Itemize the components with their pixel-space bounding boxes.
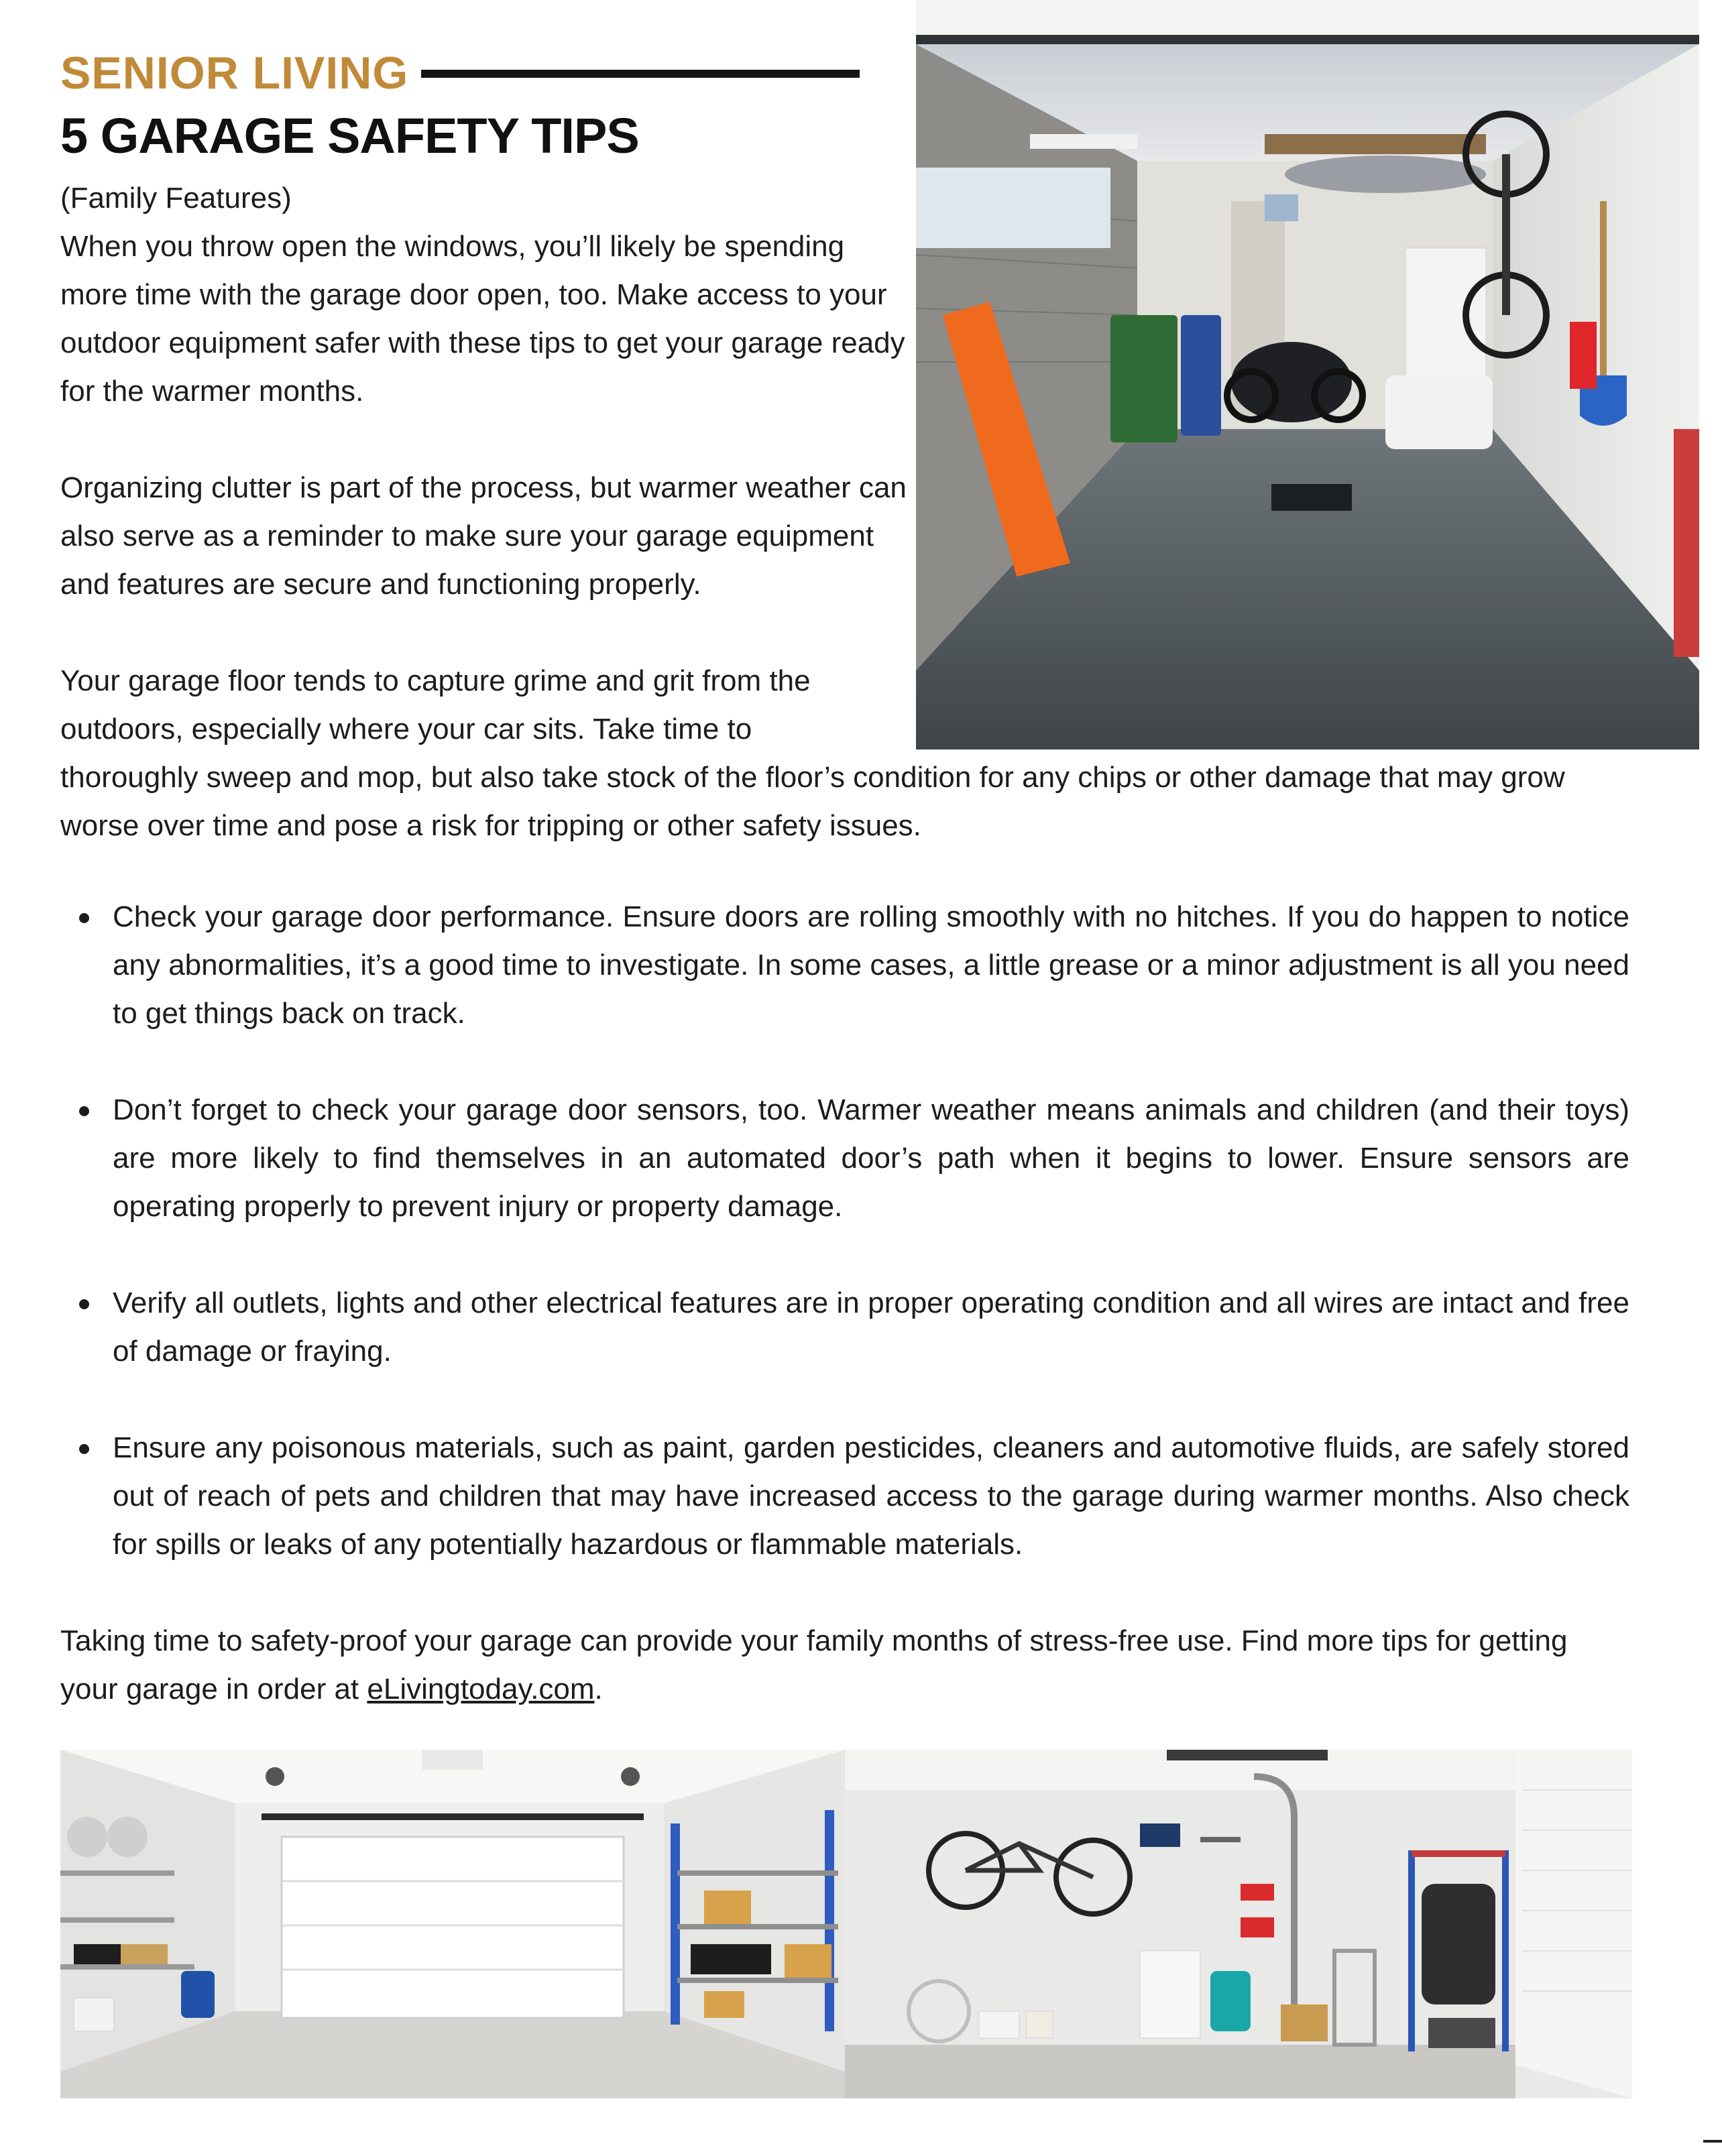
tip-text: Check your garage door performance. Ensure doors are rolling smoothly with no hitches. If you do happen to notice any abnormalities, it’s a good time to investigate. In some cases, a little grease or a minor adjustment is all you need to get things back on track. — [113, 900, 1629, 1030]
page-edge-mark — [1703, 2140, 1722, 2143]
garage-photo-cluttered — [916, 0, 1699, 750]
elivingtoday-link[interactable]: eLivingtoday.com — [367, 1673, 595, 1705]
tip-text: Don’t forget to check your garage door sensors, too. Warmer weather means animals and children (and their toys) are more likely to find themselves in an automated door’s path when it begins to lower. Ensure sensors are operating properly to prevent injury or property damage. — [113, 1093, 1629, 1223]
garage-photo-bicycle — [845, 1750, 1632, 2098]
paragraph-floor-start: Your garage floor tends to capture grime and grit from the outdoors, especially where your car sits. Take time to — [60, 664, 811, 745]
tip-text: Verify all outlets, lights and other electrical features are in proper operating condition and all wires are intact and free of damage or fraying. — [113, 1286, 1629, 1368]
paragraph-clutter: Organizing clutter is part of the process, but warmer weather can also serve as a reminder to make sure your garage equipment and features are secure and functioning properly. — [60, 471, 907, 601]
bullet-icon — [79, 1444, 89, 1454]
article-title: 5 GARAGE SAFETY TIPS — [60, 108, 639, 164]
byline: (Family Features) — [60, 182, 292, 215]
header-rule — [421, 70, 860, 78]
closing-end: . — [594, 1673, 603, 1705]
garage-photo-clean — [60, 1750, 845, 2098]
tip-text: Ensure any poisonous materials, such as paint, garden pesticides, cleaners and automotive fluids, are safely stored out of reach of pets and children that may have increased access to the garage during warmer months. Also check for spills or leaks of any potentially hazardous or flammable materials. — [113, 1431, 1629, 1561]
closing-paragraph — [60, 1617, 1629, 1714]
section-label: SENIOR LIVING — [60, 48, 409, 99]
closing-text: Taking time to safety-proof your garage can provide your family months of stress-free use. Find more tips for getting your garage in order at — [60, 1624, 1568, 1705]
paragraph-floor-continued: thoroughly sweep and mop, but also take stock of the floor’s condition for any chips or other damage that may grow worse over time and pose a risk for tripping or other safety issues. — [60, 761, 1565, 842]
bullet-icon — [79, 1106, 89, 1116]
bullet-icon — [79, 1299, 89, 1309]
paragraph-intro: When you throw open the windows, you’ll likely be spending more time with the garage door open, too. Make access to your outdoor equipment safer with these tips to get your garage ready for the warmer months. — [60, 230, 905, 408]
bullet-icon — [79, 913, 89, 923]
